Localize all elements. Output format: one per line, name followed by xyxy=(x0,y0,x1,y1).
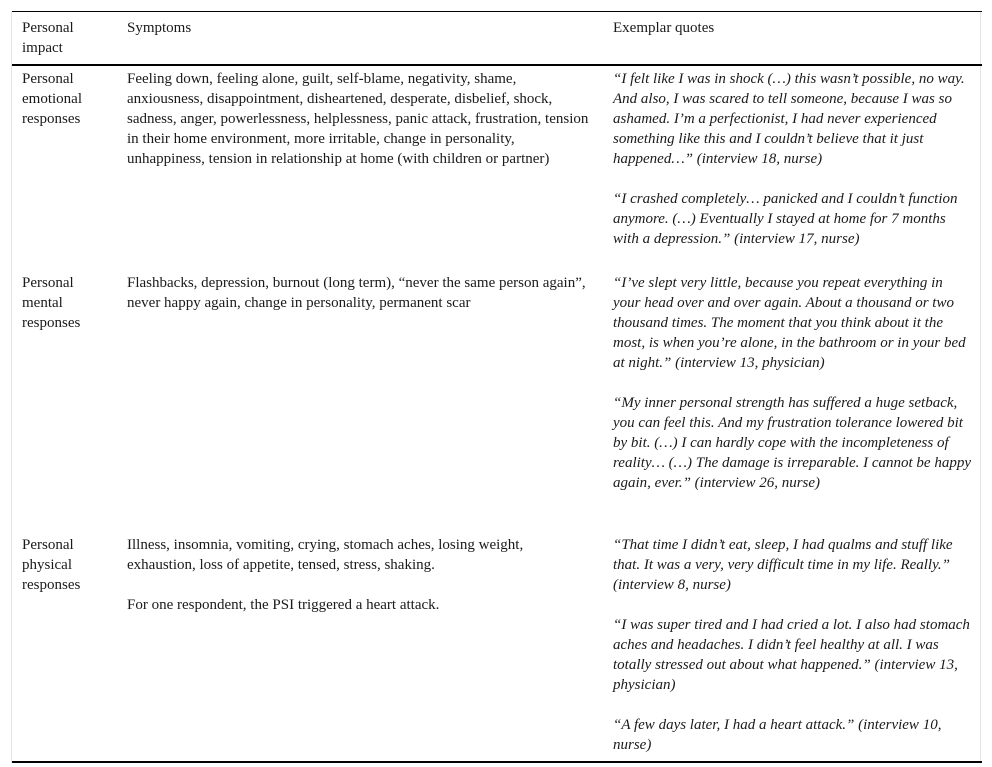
symptoms-text: Illness, insomnia, vomiting, crying, stomach aches, losing weight, exhaustion, loss of appetite, tensed, stress, shaking. xyxy=(127,537,524,573)
table-header xyxy=(12,12,982,66)
quote-text: “My inner personal strength has suffered a huge setback, you can feel this. And my frustration tolerance lowered bit by bit. (…) I can hardly cope with the incompleteness of reality… (…) The damage is irreparable. I cannot be happy again, ever.” (interview 26, nurse) xyxy=(613,395,972,491)
header-symptoms: Symptoms xyxy=(127,20,192,36)
quote-text: “A few days later, I had a heart attack.” (interview 10, nurse) xyxy=(613,717,942,753)
quotes-cell xyxy=(603,270,982,532)
table-row-mental xyxy=(12,270,982,532)
symptoms-text: For one respondent, the PSI triggered a heart attack. xyxy=(127,597,440,613)
header-row xyxy=(12,12,982,66)
quote-text: “I crashed completely… panicked and I couldn’t function anymore. (…) Eventually I stayed at home for 7 months with a depression.” (interview 17, nurse) xyxy=(613,191,958,247)
header-personal-impact: Personal impact xyxy=(22,20,74,56)
table-row-physical xyxy=(12,532,982,762)
symptoms-cell xyxy=(117,65,603,270)
impact-cell: Personal physical responses xyxy=(22,537,81,593)
symptoms-text: Feeling down, feeling alone, guilt, self-blame, negativity, shame, anxiousness, disappointment, disheartened, desperate, disbelief, shock, sadness, anger, powerlessness, helplessness, panic attack, frustration, tension in their home environment, more irritable, change in personality, unhappiness, tension in relationship at home (with children or partner) xyxy=(127,71,589,167)
symptoms-cell xyxy=(117,532,603,762)
header-exemplar-quotes: Exemplar quotes xyxy=(613,20,715,36)
impact-cell: Personal emotional responses xyxy=(22,71,82,127)
quote-text: “I felt like I was in shock (…) this wasn’t possible, no way. And also, I was scared to tell someone, because I was so ashamed. I’m a perfectionist, I had never experienced something like this and I couldn’t believe that it just happened…” (interview 18, nurse) xyxy=(613,71,965,167)
quote-text: “That time I didn’t eat, sleep, I had qualms and stuff like that. It was a very, very difficult time in my life. Really.” (interview 8, nurse) xyxy=(613,537,953,593)
table-container xyxy=(11,11,981,763)
personal-impact-table xyxy=(12,11,982,763)
impact-cell: Personal mental responses xyxy=(22,275,81,331)
symptoms-cell xyxy=(117,270,603,532)
quotes-cell xyxy=(603,532,982,762)
symptoms-text: Flashbacks, depression, burnout (long term), “never the same person again”, never happy again, change in personality, permanent scar xyxy=(127,275,586,311)
table-body xyxy=(12,65,982,762)
quote-text: “I’ve slept very little, because you repeat everything in your head over and over again. About a thousand or two thousand times. The moment that you think about it the most, is when you’re alone, in the bathroom or in your bed at night.” (interview 13, physician) xyxy=(613,275,966,371)
table-row-emotional xyxy=(12,65,982,270)
quote-text: “I was super tired and I had cried a lot. I also had stomach aches and headaches. I didn’t feel healthy at all. I was totally stressed out about what happened.” (interview 13, physician) xyxy=(613,617,970,693)
quotes-cell xyxy=(603,65,982,270)
